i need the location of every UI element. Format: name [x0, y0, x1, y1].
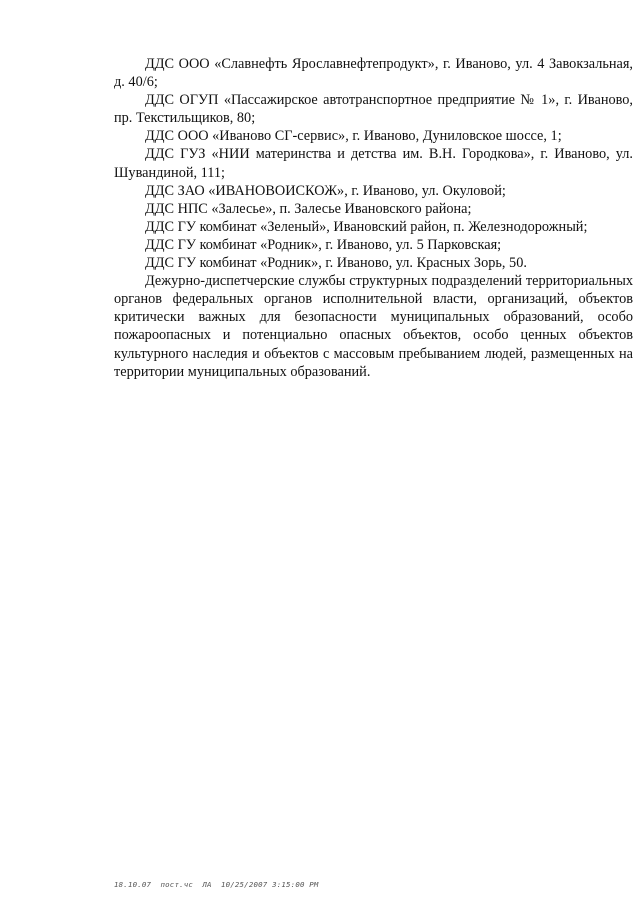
paragraph-dds-slavneft: ДДС ООО «Славнефть Ярославнефтепродукт», г. Иваново, ул. 4 Завокзальная, д. 40/6; — [114, 56, 633, 91]
document-footer: 18.10.07 пост.чс ЛА 10/25/2007 3:15:00 PM — [114, 880, 319, 889]
paragraph-dds-ivanovoiskozh: ДДС ЗАО «ИВАНОВОИСКОЖ», г. Иваново, ул. Окуловой; — [145, 182, 506, 199]
paragraph-dds-kombinat-rodnik-parkovskaya: ДДС ГУ комбинат «Родник», г. Иваново, ул. 5 Парковская; — [145, 236, 502, 253]
paragraph-dds-ivanovo-sg-service: ДДС ООО «Иваново СГ-сервис», г. Иваново, Дуниловское шоссе, 1; — [145, 128, 562, 145]
paragraph-duty-dispatch-services: Дежурно-диспетчерские службы структурных подразделений территориальных органов федеральных органов исполнительной власти, организаций, объектов критически важных для безопасности муниципальных образований, особо пожароопасных и потенциально опасных объектов, особо ценных объектов культурного наследия и объектов с массовым пребыванием людей, размещенных на территории муниципальных образований. — [114, 273, 633, 380]
paragraph-dds-guz-nii: ДДС ГУЗ «НИИ материнства и детства им. В.Н. Городкова», г. Иваново, ул. Шувандиной, 111; — [114, 146, 633, 181]
paragraph-dds-kombinat-zeleny: ДДС ГУ комбинат «Зеленый», Ивановский район, п. Железнодорожный; — [145, 218, 588, 235]
document-body — [114, 55, 633, 381]
paragraph-dds-ogup-pap1: ДДС ОГУП «Пассажирское автотранспортное предприятие № 1», г. Иваново, пр. Текстильщиков, 80; — [114, 92, 633, 127]
paragraph-dds-kombinat-rodnik-krasnykh-zor: ДДС ГУ комбинат «Родник», г. Иваново, ул. Красных Зорь, 50. — [145, 255, 527, 272]
paragraph-dds-nps-zalesye: ДДС НПС «Залесье», п. Залесье Ивановского района; — [145, 200, 472, 217]
